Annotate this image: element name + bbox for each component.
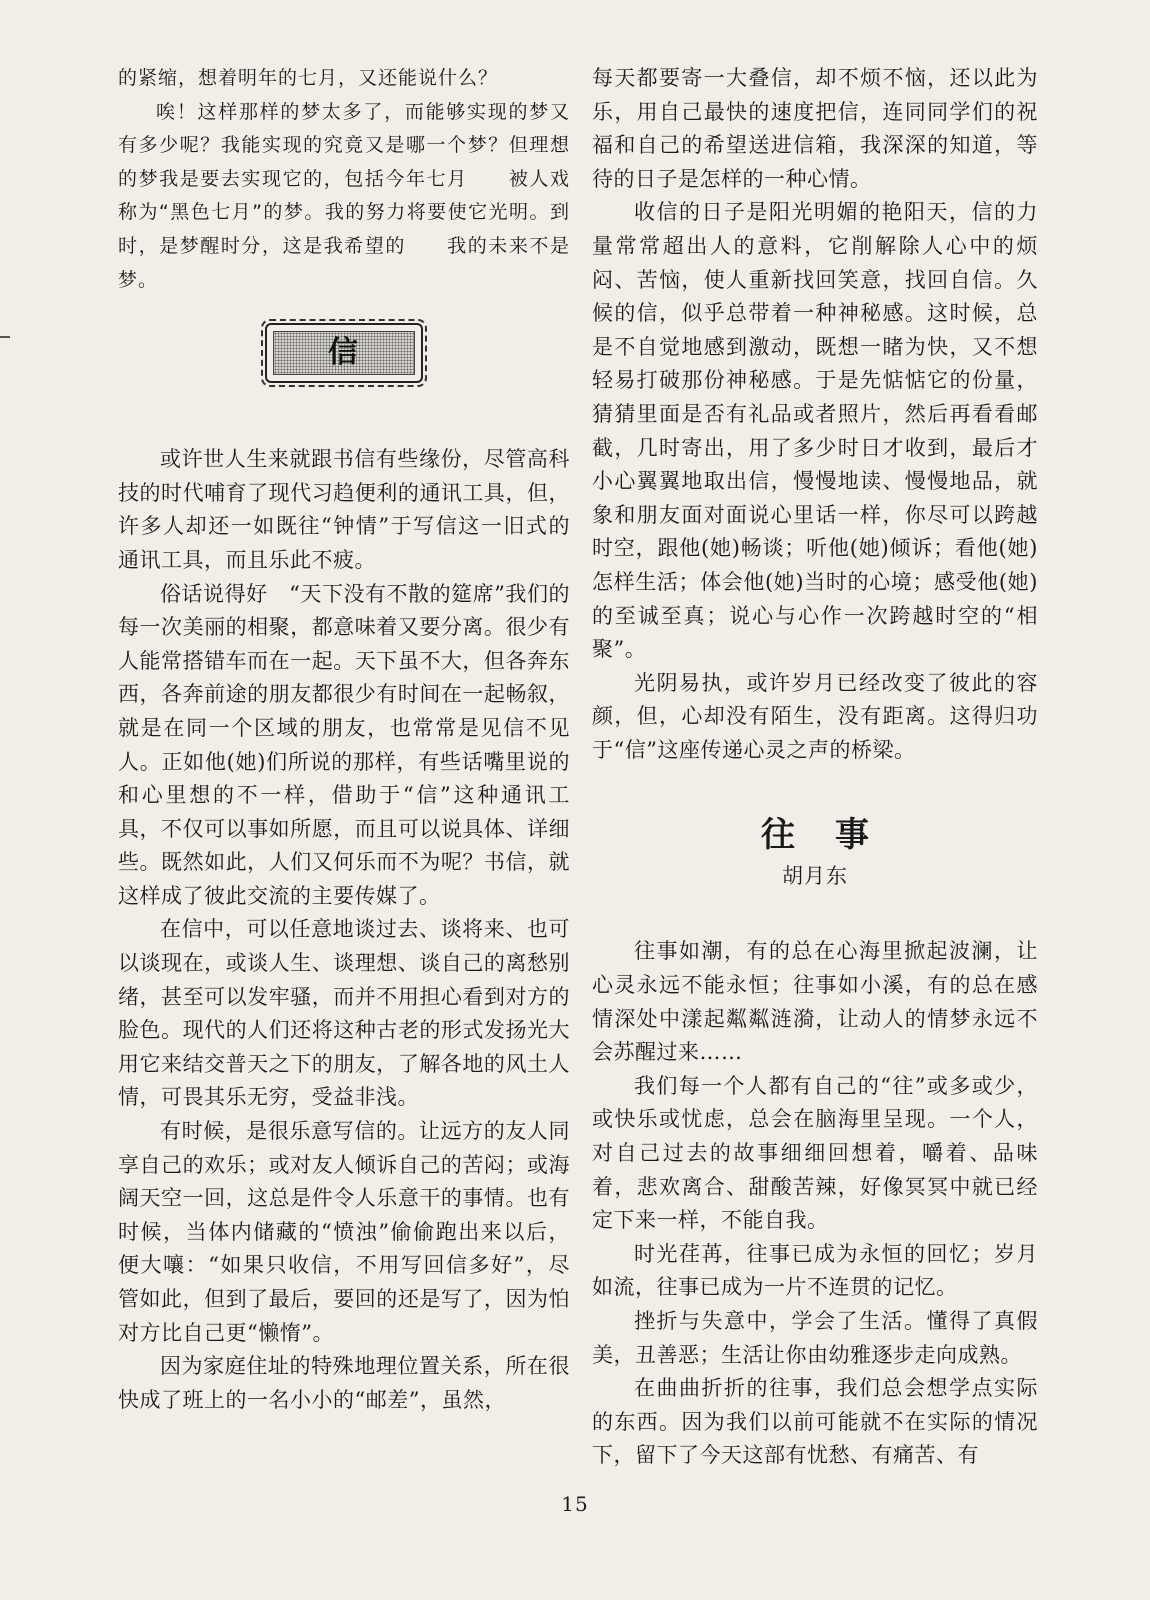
section-title-xin: 信 (328, 335, 360, 371)
paragraph: 唉！这样那样的梦太多了，而能够实现的梦又有多少呢？我能实现的究竟又是哪一个梦？但理想的梦我是要去实现它的，包括今年七月 被人戏称为“黑色七月”的梦。我的努力将要使它光明。到时，是梦醒时分，这是我希望的 我的未来不是梦。 (118, 100, 570, 291)
previous-article-ending (118, 62, 570, 297)
right-column (592, 62, 1038, 1473)
paragraph: 在曲曲折折的往事，我们总会想学点实际的东西。因为我们以前可能就不在实际的情况下，留下了今天这部有忧愁、有痛苦、有 (592, 1376, 1038, 1468)
paragraph: 的紧缩，想着明年的七月，又还能说什么？ (118, 67, 499, 89)
paragraph: 光阴易执，或许岁月已经改变了彼此的容颜，但，心却没有陌生，没有距离。这得归功于“信”这座传递心灵之声的桥梁。 (592, 670, 1038, 762)
paragraph: 挫折与失意中，学会了生活。懂得了真假美，丑善恶；生活让你由幼雅逐步走向成熟。 (592, 1309, 1038, 1367)
paragraph: 有时候，是很乐意写信的。让远方的友人同享自己的欢乐；或对友人倾诉自己的苦闷；或海阔天空一回，这总是件令人乐意干的事情。也有时候，当体内储藏的“愤浊”偷偷跑出来以后，便大嚷：“如果只收信，不用写回信多好”，尽管如此，但到了最后，要回的还是写了，因为怕对方比自己更“懒惰”。 (118, 1119, 570, 1345)
paragraph: 时光荏苒，往事已成为永恒的回忆；岁月如流，往事已成为一片不连贯的记忆。 (592, 1241, 1038, 1300)
paragraph: 因为家庭住址的特殊地理位置关系，所在很快成了班上的一名小小的“邮差”，虽然， (118, 1354, 570, 1412)
author-name: 胡月东 (782, 864, 848, 889)
paragraph: 或许世人生来就跟书信有些缘份，尽管高科技的时代哺育了现代习趋便利的通讯工具，但，许多人却还一如既往“钟情”于写信这一旧式的通讯工具，而且乐此不疲。 (118, 447, 570, 572)
section-title-wangshi: 往事 (761, 815, 909, 856)
paragraph: 我们每一个人都有自己的“往”或多或少，或快乐或忧虑，总会在脑海里呈现。一个人，对自己过去的故事细细回想着，嚼着、品味着，悲欢离合、甜酸苦辣，好像冥冥中就已经定下来一样，不能自我。 (592, 1073, 1038, 1233)
paragraph: 收信的日子是阳光明媚的艳阳天，信的力量常常超出人的意料，它削解除人心中的烦闷、苦恼，使人重新找回笑意，找回自信。久候的信，似乎总带着一种神秘感。这时候，总是不自觉地感到激动，既想一睹为快，又不想轻易打破那份神秘感。于是先惦惦它的份量，猜猜里面是否有礼品或者照片，然后再看看邮截，几时寄出，用了多少时日才收到，最后才小心翼翼地取出信，慢慢地读、慢慢地品，就象和朋友面对面说心里话一样，你尽可以跨越时空，跟他(她)畅谈；听他(她)倾诉；看他(她)怎样生活；体会他(她)当时的心境；感受他(她)的至诚至真；说心与心作一次跨越时空的“相聚”。 (592, 200, 1038, 662)
paragraph: 俗话说得好 “天下没有不散的筵席”我们的每一次美丽的相聚，都意味着又要分离。很少有人能常搭错车而在一起。天下虽不大，但各奔东西，各奔前途的朋友都很少有时间在一起畅叙，就是在同一个区域的朋友，也常常是见信不见人。正如他(她)们所说的那样，有些话嘴里说的和心里想的不一样，借助于“信”这种通讯工具，不仅可以事如所愿，而且可以说具体、详细些。既然如此，人们又何乐而不为呢？书信，就这样成了彼此交流的主要传媒了。 (118, 581, 570, 908)
section-title-stamp (118, 323, 570, 393)
paragraph: 往事如潮，有的总在心海里掀起波澜，让心灵永远不能永恒；往事如小溪，有的总在感情深处中漾起粼粼涟漪，让动人的情梦永远不会苏醒过来…… (592, 939, 1038, 1065)
page-number: 15 (561, 1492, 589, 1516)
left-column (118, 62, 613, 1417)
paragraph: 每天都要寄一大叠信，却不烦不恼，还以此为乐，用自己最快的速度把信，连同同学们的祝福和自己的希望送进信箱，我深深的知道，等待的日子是怎样的一种心情。 (592, 66, 1038, 191)
paragraph: 在信中，可以任意地谈过去、谈将来、也可以谈现在，或谈人生、谈理想、谈自己的离愁别绪，甚至可以发牢骚，而并不用担心看到对方的脸色。现代的人们还将这种古老的形式发扬光大 用它来结交普天之下的朋友，了解各地的风土人情，可畏其乐无穷，受益非浅。 (118, 917, 613, 1110)
scan-fold-mark (0, 336, 10, 338)
